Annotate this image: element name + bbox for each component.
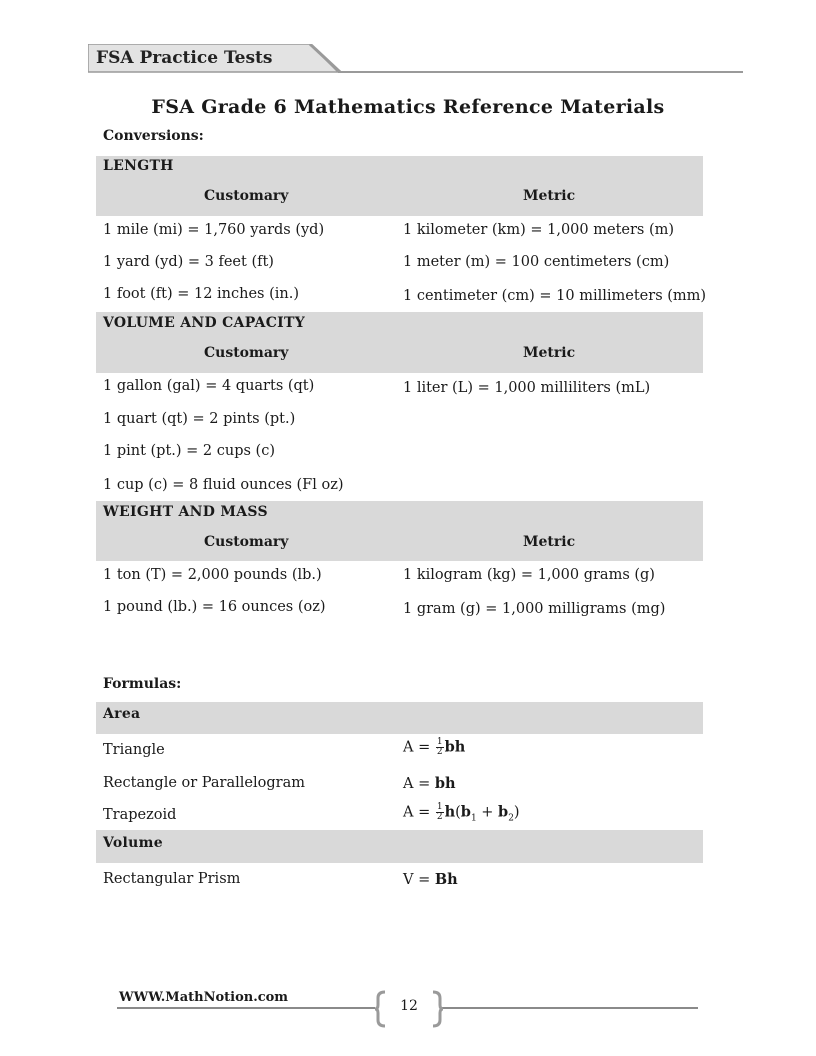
length-metric-heading: Metric xyxy=(523,188,576,204)
rectangle-area-formula: A = bh xyxy=(403,775,456,792)
formula-name: Rectangular Prism xyxy=(103,871,241,887)
length-metric-row: 1 meter (m) = 100 centimeters (cm) xyxy=(403,254,670,270)
length-header-band xyxy=(96,156,703,216)
area-title: Area xyxy=(103,706,141,722)
footer-rule-right xyxy=(440,1007,698,1009)
weight-mass-metric-heading: Metric xyxy=(523,534,576,550)
length-customary-heading: Customary xyxy=(204,188,289,204)
formula-name: Trapezoid xyxy=(103,807,177,823)
formula-name: Rectangle or Parallelogram xyxy=(103,775,305,791)
volume-capacity-metric-heading: Metric xyxy=(523,345,576,361)
weight-metric-row: 1 gram (g) = 1,000 milligrams (mg) xyxy=(403,601,666,617)
weight-mass-title: WEIGHT AND MASS xyxy=(103,504,268,520)
header-title: FSA Practice Tests xyxy=(96,48,273,68)
footer-url[interactable]: WWW.MathNotion.com xyxy=(119,990,289,1005)
volume-capacity-title: VOLUME AND CAPACITY xyxy=(103,315,305,331)
page-title: FSA Grade 6 Mathematics Reference Materials xyxy=(151,96,665,118)
page-number: 12 xyxy=(400,998,418,1014)
volume-capacity-customary-heading: Customary xyxy=(204,345,289,361)
conversions-label: Conversions: xyxy=(103,128,204,144)
volume-customary-row: 1 quart (qt) = 2 pints (pt.) xyxy=(103,411,296,427)
prism-volume-formula: V = Bh xyxy=(403,871,458,888)
weight-customary-row: 1 pound (lb.) = 16 ounces (oz) xyxy=(103,599,326,615)
volume-metric-row: 1 liter (L) = 1,000 milliliters (mL) xyxy=(403,380,651,396)
volume-customary-row: 1 pint (pt.) = 2 cups (c) xyxy=(103,443,275,459)
volume-customary-row: 1 gallon (gal) = 4 quarts (qt) xyxy=(103,378,315,394)
area-header-band xyxy=(96,702,703,734)
volume-title: Volume xyxy=(103,835,163,851)
weight-metric-row: 1 kilogram (kg) = 1,000 grams (g) xyxy=(403,567,655,583)
weight-mass-customary-heading: Customary xyxy=(204,534,289,550)
volume-header-band xyxy=(96,830,703,863)
formula-name: Triangle xyxy=(103,742,165,758)
length-metric-row: 1 centimeter (cm) = 10 millimeters (mm) xyxy=(403,288,707,304)
trapezoid-area-formula: A = $\frac{1}{2}$ $h(b_1 + b_2)$ xyxy=(403,802,520,824)
length-title: LENGTH xyxy=(103,158,174,174)
formulas-label: Formulas: xyxy=(103,676,182,692)
triangle-area-formula: A = $\frac{1}{2}$ bh xyxy=(403,737,466,757)
volume-customary-row: 1 cup (c) = 8 fluid ounces (Fl oz) xyxy=(103,477,344,493)
length-customary-row: 1 foot (ft) = 12 inches (in.) xyxy=(103,286,299,302)
length-customary-row: 1 mile (mi) = 1,760 yards (yd) xyxy=(103,222,325,238)
footer-rule-left xyxy=(117,1007,375,1009)
weight-customary-row: 1 ton (T) = 2,000 pounds (lb.) xyxy=(103,567,322,583)
length-customary-row: 1 yard (yd) = 3 feet (ft) xyxy=(103,254,274,270)
length-metric-row: 1 kilometer (km) = 1,000 meters (m) xyxy=(403,222,675,238)
